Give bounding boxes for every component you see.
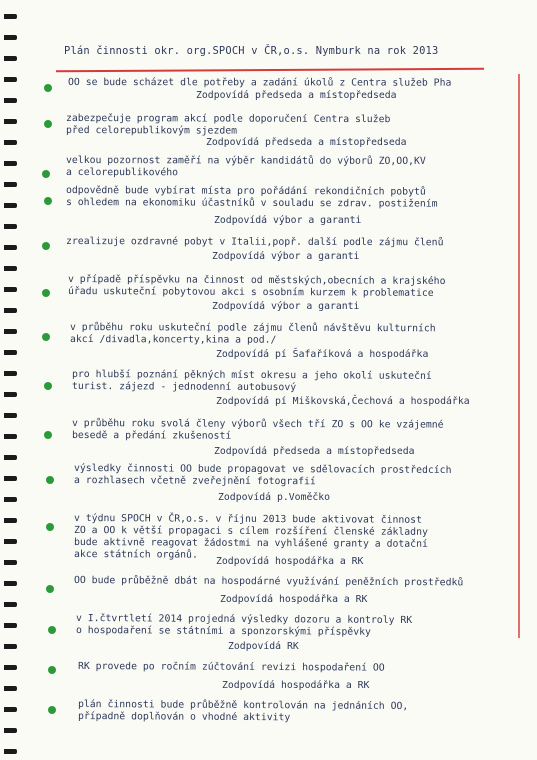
responsibility-note: Zodpovídá výbor a garanti <box>214 215 362 226</box>
responsibility-note: Zodpovídá hospodářka a RK <box>216 556 364 567</box>
binding-ring <box>4 539 17 544</box>
plan-item-text: odpovědně bude vybírat místa pro pořádání rekondičních pobytů <box>65 185 426 198</box>
responsibility-note: Zodpovídá RK <box>228 641 299 652</box>
responsibility-note: Zodpovídá pí Miškovská,Čechová a hospodářka <box>216 396 470 407</box>
binding-ring <box>4 434 17 439</box>
binding-ring <box>4 476 17 481</box>
binding-ring <box>4 413 17 418</box>
binding-ring <box>4 329 17 334</box>
bullet-dot <box>44 197 52 205</box>
plan-item-text: v I.čtvrtletí 2014 projedná výsledky dozoru a kontroly RK <box>75 613 413 627</box>
plan-item-text: plán činnosti bude průběžně kontrolován na jednáních OO, <box>77 699 409 713</box>
plan-item-text: turist. zájezd - jednodenní autobusový <box>71 381 297 394</box>
plan-item-text: RK provede po ročním zúčtování revizi hospodaření OO <box>77 661 385 674</box>
binding-ring <box>4 14 17 19</box>
plan-item-text: před celorepublikovým sjezdem <box>65 125 238 137</box>
bullet-dot <box>42 289 50 297</box>
binding-ring <box>4 455 17 460</box>
spiral-binding <box>0 0 24 760</box>
bullet-dot <box>42 333 50 341</box>
bullet-dot <box>44 84 52 92</box>
plan-item-text: výsledky činnosti OO bude propagovat ve sdělovacích prostředcích <box>73 463 452 476</box>
plan-item-text: OO se bude scházet dle potřeby a zadání úkolů z Centra služeb Pha <box>67 77 452 89</box>
binding-ring <box>4 287 17 292</box>
binding-ring <box>4 665 17 670</box>
binding-ring <box>4 602 17 607</box>
binding-ring <box>4 203 17 208</box>
binding-ring <box>4 119 17 124</box>
binding-ring <box>4 644 17 649</box>
binding-ring <box>4 35 17 40</box>
responsibility-note: Zodpovídá hospodářka a RK <box>222 680 370 691</box>
plan-item-text: o hospodaření se státními a sponzorskými příspěvky <box>75 625 371 638</box>
plan-item-text: zrealizuje ozdravné pobyt v Italii,popř. další podle zájmu členů <box>65 236 444 249</box>
responsibility-note: Zodpovídá předseda a místopředseda <box>206 137 407 148</box>
binding-ring <box>4 560 17 565</box>
bullet-dot <box>48 666 56 674</box>
plan-item-text: zabezpečuje program akcí podle doporučení Centra služeb <box>65 113 391 126</box>
binding-ring <box>4 623 17 628</box>
binding-ring <box>4 350 17 355</box>
page-title: Plán činnosti okr. org.SPOCH v ČR,o.s. Nymburk na rok 2013 <box>64 45 439 57</box>
binding-ring <box>4 56 17 61</box>
plan-item-text: akce státních orgánů. <box>73 549 198 561</box>
responsibility-note: Zodpovídá výbor a garanti <box>212 301 360 312</box>
plan-item-text: v průběhu roku uskuteční podle zájmu členů návštěvu kulturních <box>69 322 436 335</box>
plan-item-text: pro hlubší poznání pěkných míst okresu a jeho okolí uskuteční <box>71 369 432 382</box>
plan-item-text: v případě příspěvku na činnost od městských,obecních a krajského <box>67 274 446 287</box>
binding-ring <box>4 224 17 229</box>
responsibility-note: Zodpovídá p.Voměčko <box>218 492 331 503</box>
binding-ring <box>4 497 17 502</box>
bullet-dot <box>48 626 56 634</box>
binding-ring <box>4 98 17 103</box>
plan-item-text: OO bude průběžně dbát na hospodárné využívání peněžních prostředků <box>73 575 464 589</box>
plan-item-text: a rozhlasech včetně zveřejnění fotografií <box>73 475 316 488</box>
bullet-dot <box>48 706 56 714</box>
binding-ring <box>4 371 17 376</box>
bullet-dot <box>46 585 54 593</box>
bullet-dot <box>44 382 52 390</box>
binding-ring <box>4 707 17 712</box>
binding-ring <box>4 161 17 166</box>
binding-ring <box>4 245 17 250</box>
responsibility-note: Zodpovídá předseda a místopředseda <box>196 90 397 101</box>
bullet-dot <box>46 523 54 531</box>
responsibility-note: Zodpovídá hospodářka a RK <box>220 594 368 605</box>
binding-ring <box>4 182 17 187</box>
plan-item-text: s ohledem na ekonomiku účastníků v souladu se zdrav. postižením <box>65 197 438 210</box>
binding-ring <box>4 140 17 145</box>
plan-item-text: v průběhu roku svolá členy výborů všech tří ZO s OO ke vzájemné <box>71 418 444 431</box>
plan-item-text: akcí /divadla,koncerty,kina a pod./ <box>69 334 277 346</box>
binding-ring <box>4 308 17 313</box>
bullet-dot <box>42 242 50 250</box>
margin-rule <box>518 74 520 638</box>
binding-ring <box>4 581 17 586</box>
bullet-dot <box>44 120 52 128</box>
binding-ring <box>4 686 17 691</box>
responsibility-note: Zodpovídá předseda a místopředseda <box>214 446 415 457</box>
plan-item-text: besedě a předání zkušeností <box>71 430 232 442</box>
bullet-dot <box>44 431 52 439</box>
plan-item-text: velkou pozornost zaměří na výběr kandidátů do výborů ZO,OO,KV <box>65 155 426 167</box>
binding-ring <box>4 518 17 523</box>
binding-ring <box>4 77 17 82</box>
binding-ring <box>4 749 17 754</box>
plan-item-text: v týdnu SPOCH v ČR,o.s. v říjnu 2013 bude aktivovat činnost <box>73 513 423 526</box>
binding-ring <box>4 266 17 271</box>
bullet-dot <box>46 476 54 484</box>
plan-item-text: případně doplňován o vhodné aktivity <box>77 711 291 724</box>
plan-item-text: a celorepublikového <box>65 167 179 179</box>
binding-ring <box>4 728 17 733</box>
plan-item-text: bude aktivně reagovat žádostmi na vyhlášené granty a dotační <box>73 537 428 550</box>
responsibility-note: Zodpovídá pí Šafaříková a hospodářka <box>216 349 429 360</box>
responsibility-note: Zodpovídá výbor a garanti <box>212 251 360 262</box>
title-underline <box>56 68 484 73</box>
plan-item-text: úřadu uskuteční pobytovou akci s osobním kurzem k problematice <box>67 286 434 299</box>
bullet-dot <box>42 170 50 178</box>
binding-ring <box>4 392 17 397</box>
plan-item-text: ZO a OO k větší propagaci s cílem rozšíření členské základny <box>73 525 428 538</box>
